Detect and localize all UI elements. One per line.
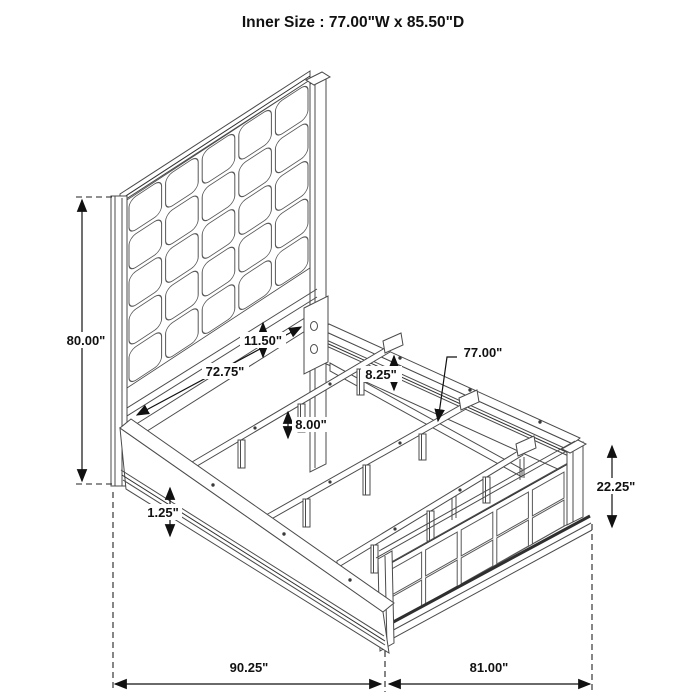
dim-overall-width-label: 81.00" <box>469 660 509 675</box>
rail-bracket <box>304 296 328 374</box>
slat-leg <box>371 545 378 573</box>
headboard-right-post <box>306 72 330 472</box>
dim-headboard-height-label: 80.00" <box>66 333 106 348</box>
rail-screw-hole <box>468 388 471 391</box>
rail-screw-hole <box>282 532 285 535</box>
dim-headboard-gap-label: 11.50" <box>244 333 282 348</box>
slat-leg <box>238 440 245 468</box>
dim-slat-width-label: 77.00" <box>463 345 503 360</box>
slat-leg <box>303 499 310 527</box>
slat-leg <box>363 465 370 495</box>
dim-rail-length-label: 72.75" <box>205 364 245 379</box>
dim-rail-to-slat-label: 8.25" <box>365 367 397 382</box>
dim-footboard-height-label: 22.25" <box>596 479 636 494</box>
slat-leg <box>419 434 426 460</box>
dim-footboard-height <box>593 446 640 527</box>
rail-screw-hole <box>538 420 541 423</box>
page-title: Inner Size : 77.00"W x 85.50"D <box>241 14 465 31</box>
slat-leg <box>483 477 490 503</box>
dim-overall-width <box>389 660 590 684</box>
dim-slat-floor-height-label: 8.00" <box>295 417 327 432</box>
rail-screw-hole <box>211 483 214 486</box>
dim-rail-lip-label: 1.25" <box>147 505 179 520</box>
dim-headboard-height <box>63 200 109 481</box>
dim-overall-depth-label: 90.25" <box>229 660 269 675</box>
dim-overall-depth <box>115 660 381 684</box>
rail-screw-hole <box>348 578 351 581</box>
rail-screw-hole <box>398 356 401 359</box>
left-side-rail <box>120 419 394 653</box>
dim-headboard-gap <box>240 323 286 357</box>
slat-end-plate <box>383 333 403 353</box>
right-side-rail <box>322 324 580 476</box>
